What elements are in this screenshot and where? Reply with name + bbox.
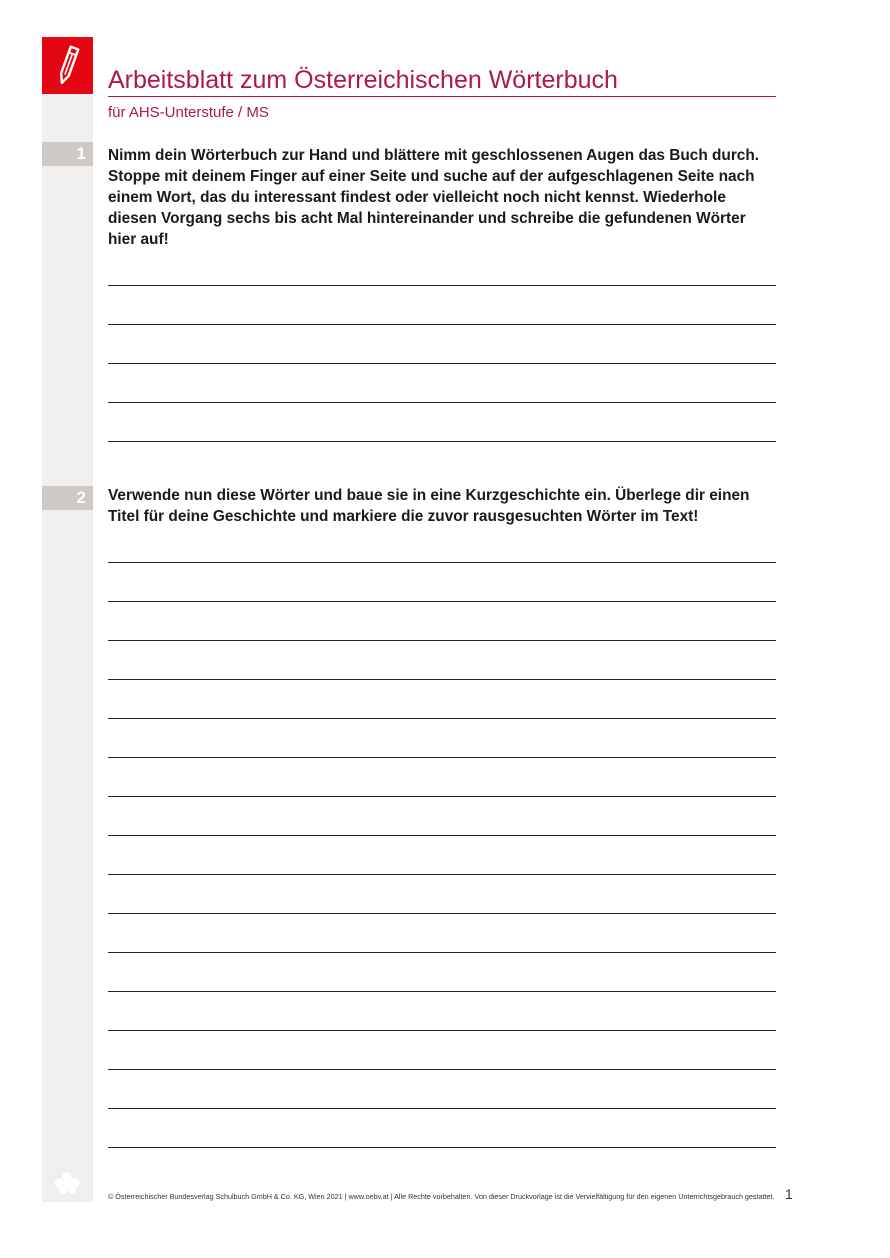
side-strip (42, 94, 93, 1202)
footer-logo (42, 1162, 93, 1202)
answer-line[interactable] (108, 286, 776, 325)
answer-line[interactable] (108, 1109, 776, 1148)
answer-line[interactable] (108, 758, 776, 797)
answer-line[interactable] (108, 797, 776, 836)
answer-line[interactable] (108, 563, 776, 602)
header-logo (42, 37, 93, 94)
answer-line[interactable] (108, 325, 776, 364)
page-title: Arbeitsblatt zum Österreichischen Wörterbuch (108, 64, 776, 97)
answer-line[interactable] (108, 680, 776, 719)
answer-line[interactable] (108, 364, 776, 403)
answer-line[interactable] (108, 403, 776, 442)
answer-line[interactable] (108, 992, 776, 1031)
publisher-logo-icon (42, 1162, 93, 1202)
page-subtitle: für AHS-Unterstufe / MS (108, 104, 269, 121)
task-number-2: 2 (42, 486, 93, 510)
answer-line[interactable] (108, 247, 776, 286)
answer-line[interactable] (108, 719, 776, 758)
answer-line[interactable] (108, 875, 776, 914)
task-number-1: 1 (42, 142, 93, 166)
footer-copyright: © Österreichischer Bundesverlag Schulbuch GmbH & Co. KG, Wien 2021 | www.oebv.at | Alle Rechte vorbehalten. Von dieser Druckvorlage ist die Vervielfältigung für den eigenen Unterrichtsgebrauch gestattet. (108, 1192, 775, 1201)
pencil-icon (53, 43, 83, 89)
page-number: 1 (785, 1186, 793, 1202)
answer-line[interactable] (108, 524, 776, 563)
answer-lines-2 (108, 524, 776, 1148)
answer-line[interactable] (108, 914, 776, 953)
task-instruction-2: Verwende nun diese Wörter und baue sie in eine Kurzgeschichte ein. Überlege dir einen Titel für deine Geschichte und markiere die zuvor rausgesuchten Wörter im Text! (108, 487, 750, 525)
answer-line[interactable] (108, 602, 776, 641)
answer-line[interactable] (108, 641, 776, 680)
task-instruction-1: Nimm dein Wörterbuch zur Hand und blättere mit geschlossenen Augen das Buch durch. Stoppe mit deinem Finger auf einer Seite und suche auf der aufgeschlagenen Seite nach einem Wort, das du interessant findest oder vielleicht noch nicht kennst. Wiederhole diesen Vorgang sechs bis acht Mal hintereinander und schreibe die gefundenen Wörter hier auf! (108, 147, 760, 248)
answer-line[interactable] (108, 836, 776, 875)
answer-line[interactable] (108, 1031, 776, 1070)
answer-line[interactable] (108, 1070, 776, 1109)
answer-line[interactable] (108, 953, 776, 992)
answer-lines-1 (108, 247, 776, 442)
